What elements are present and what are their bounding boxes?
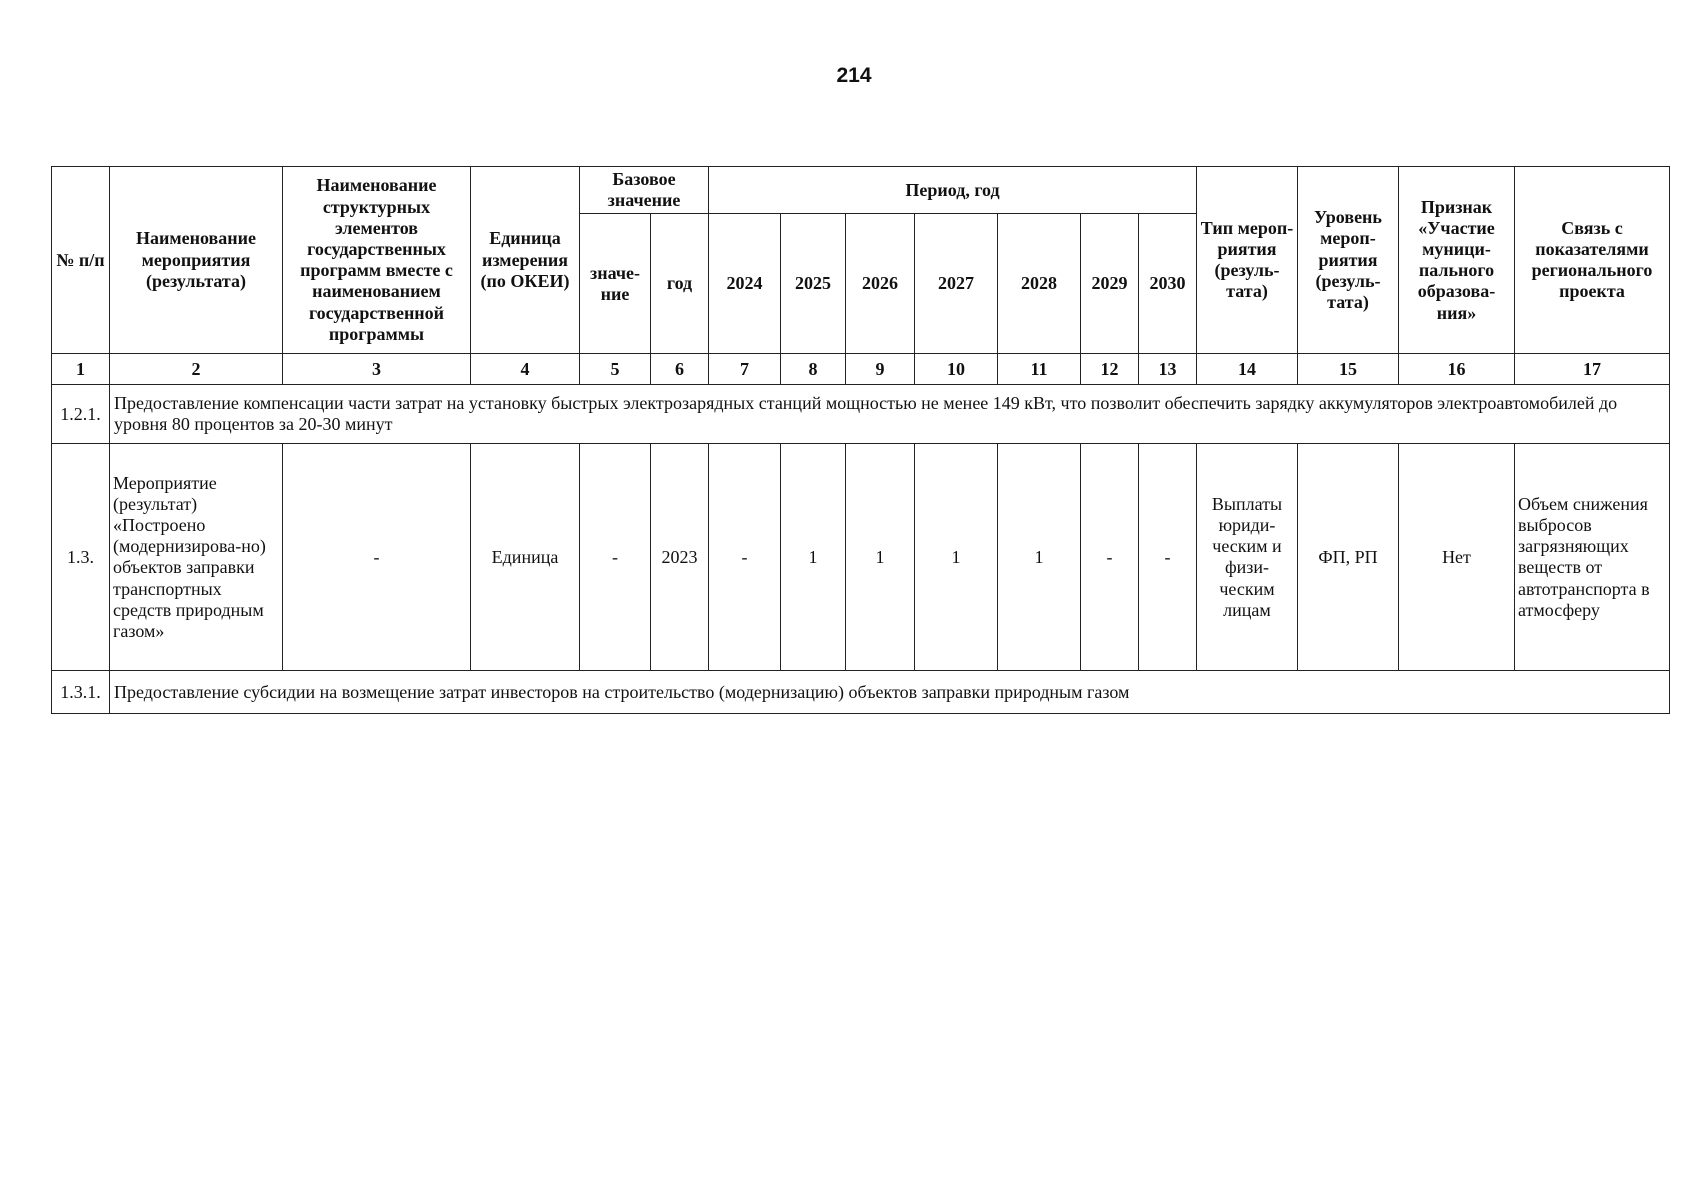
measure-value-2026: 1	[846, 444, 915, 671]
measure-project-link: Объем снижения выбросов загрязняющих веществ от автотранспорта в атмосферу	[1515, 444, 1670, 671]
measure-unit: Единица	[471, 444, 580, 671]
header-year-2025: 2025	[781, 214, 846, 354]
measure-value-2030: -	[1139, 444, 1197, 671]
measure-value-2029: -	[1081, 444, 1139, 671]
measure-municipal-sign: Нет	[1399, 444, 1515, 671]
measure-value-2027: 1	[915, 444, 998, 671]
column-number: 9	[846, 354, 915, 385]
column-number: 7	[709, 354, 781, 385]
measure-number: 1.3.	[52, 444, 110, 671]
column-number: 1	[52, 354, 110, 385]
section-row-1-2-1	[52, 385, 1670, 444]
header-base-value: Базовое значение	[580, 167, 709, 214]
header-level: Уровень мероп-риятия (резуль-тата)	[1298, 167, 1399, 354]
header-period: Период, год	[709, 167, 1197, 214]
column-number: 17	[1515, 354, 1670, 385]
section-text: Предоставление компенсации части затрат на установку быстрых электрозарядных станций мощностью не менее 149 кВт, что позволит обеспечить зарядку аккумуляторов электроавтомобилей до уровня 80 процентов за 20-30 минут	[110, 385, 1670, 444]
section-text: Предоставление субсидии на возмещение затрат инвесторов на строительство (модернизацию) объектов заправки природным газом	[110, 671, 1670, 714]
section-row-1-3-1	[52, 671, 1670, 714]
measure-base-value: -	[580, 444, 651, 671]
column-number: 15	[1298, 354, 1399, 385]
column-number: 10	[915, 354, 998, 385]
header-year-2027: 2027	[915, 214, 998, 354]
column-number-row	[52, 354, 1670, 385]
header-measure-name: Наименование мероприятия (результата)	[110, 167, 283, 354]
header-type: Тип мероп-риятия (резуль-тата)	[1197, 167, 1298, 354]
measure-base-year: 2023	[651, 444, 709, 671]
section-number: 1.2.1.	[52, 385, 110, 444]
column-number: 2	[110, 354, 283, 385]
header-base-value-value: значе-ние	[580, 214, 651, 354]
header-num: № п/п	[52, 167, 110, 354]
column-number: 3	[283, 354, 471, 385]
measure-value-2028: 1	[998, 444, 1081, 671]
measure-row-1-3	[52, 444, 1670, 671]
header-base-value-year: год	[651, 214, 709, 354]
column-number: 11	[998, 354, 1081, 385]
column-number: 14	[1197, 354, 1298, 385]
header-year-2024: 2024	[709, 214, 781, 354]
header-year-2030: 2030	[1139, 214, 1197, 354]
column-number: 5	[580, 354, 651, 385]
measure-name: Мероприятие (результат) «Построено (модернизирова-но) объектов заправки транспортных средств природным газом»	[110, 444, 283, 671]
column-number: 8	[781, 354, 846, 385]
measure-value-2024: -	[709, 444, 781, 671]
measure-value-2025: 1	[781, 444, 846, 671]
page-number: 214	[836, 64, 872, 87]
measure-level: ФП, РП	[1298, 444, 1399, 671]
column-number: 4	[471, 354, 580, 385]
header-row-1	[52, 167, 1670, 214]
section-number: 1.3.1.	[52, 671, 110, 714]
header-year-2026: 2026	[846, 214, 915, 354]
header-year-2028: 2028	[998, 214, 1081, 354]
header-structural-elements: Наименование структурных элементов государственных программ вместе с наименованием государственной программы	[283, 167, 471, 354]
column-number: 16	[1399, 354, 1515, 385]
header-year-2029: 2029	[1081, 214, 1139, 354]
measure-type: Выплаты юриди-ческим и физи-ческим лицам	[1197, 444, 1298, 671]
header-unit: Единица измерения (по ОКЕИ)	[471, 167, 580, 354]
column-number: 13	[1139, 354, 1197, 385]
measures-table	[51, 166, 1670, 714]
measure-structural-element: -	[283, 444, 471, 671]
column-number: 6	[651, 354, 709, 385]
header-project-link: Связь с показателями регионального проекта	[1515, 167, 1670, 354]
header-municipal-sign: Признак «Участие муници-пального образова-ния»	[1399, 167, 1515, 354]
column-number: 12	[1081, 354, 1139, 385]
